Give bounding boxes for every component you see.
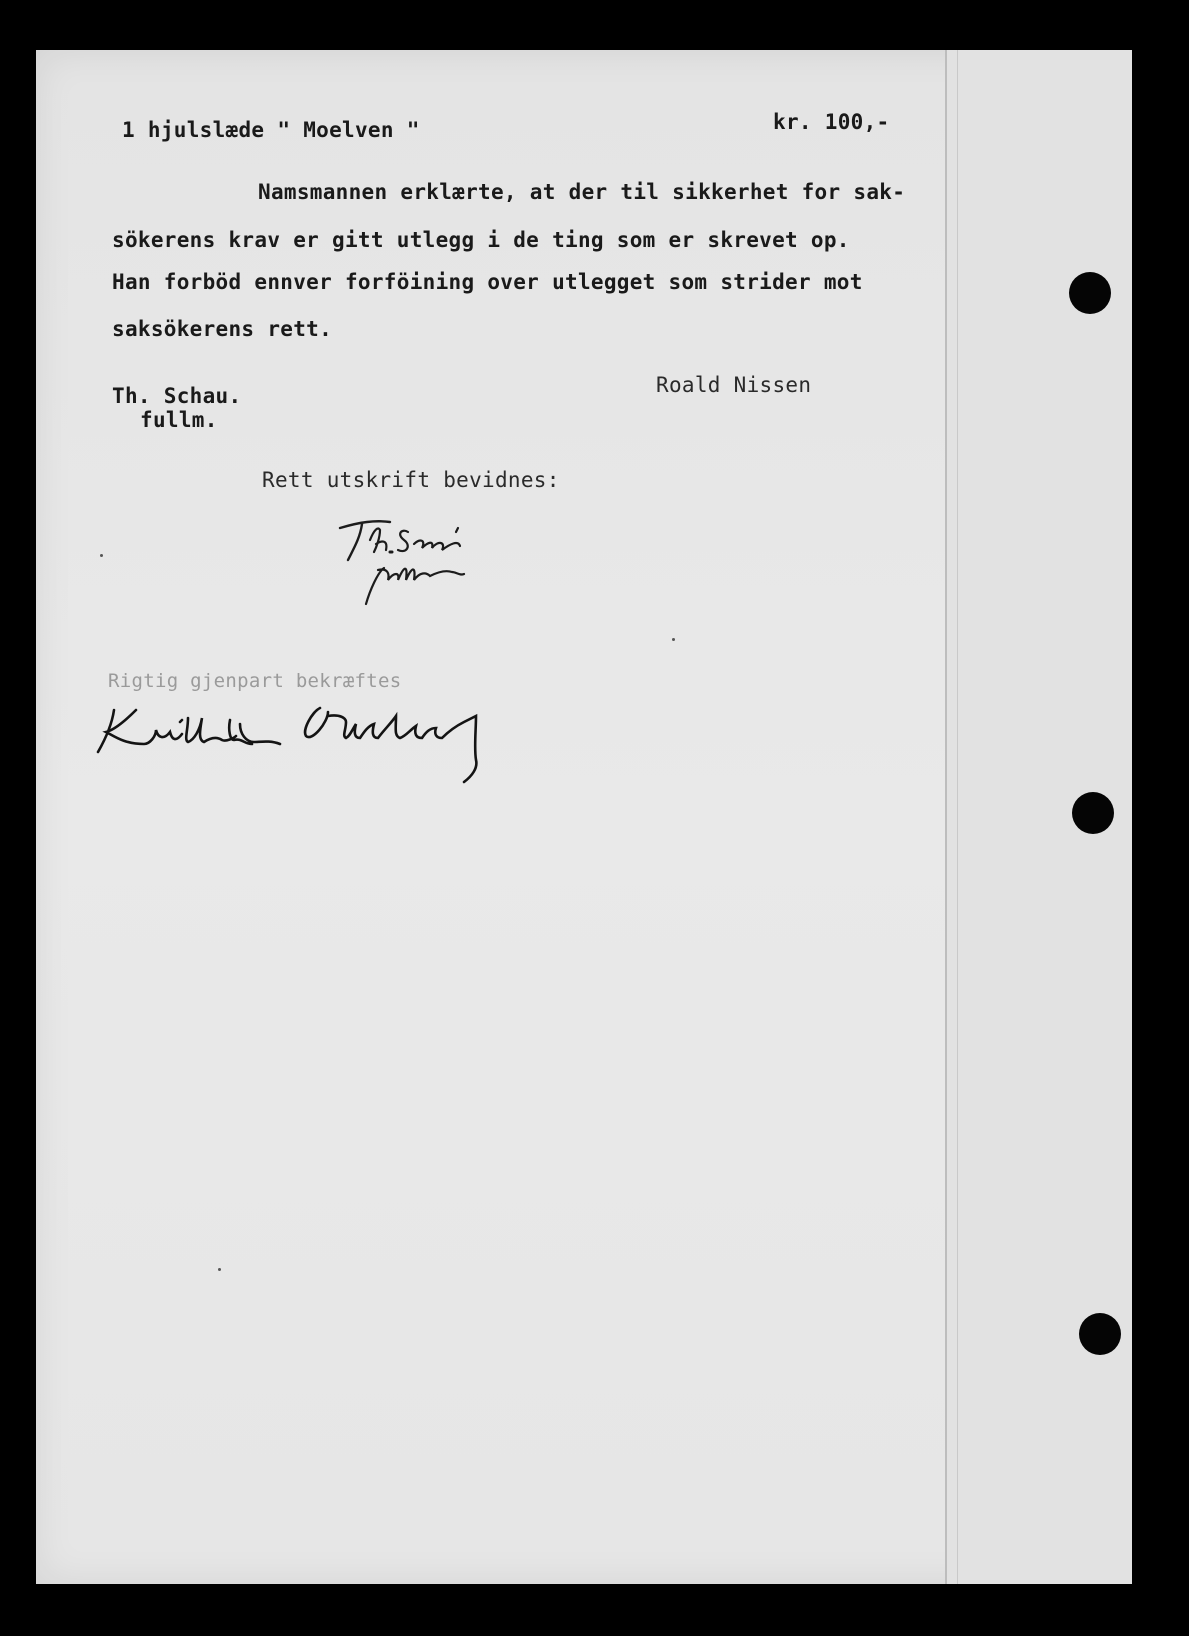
paragraph-line-2: sökerens krav er gitt utlegg i de ting som er skrevet op. <box>112 228 850 252</box>
certification-text: Rett utskrift bevidnes: <box>262 468 560 492</box>
signatory-right-name: Roald Nissen <box>656 373 812 397</box>
item-amount: kr. 100,- <box>773 110 890 134</box>
punch-hole-top <box>1069 272 1111 314</box>
dust-speck <box>218 1268 221 1271</box>
handwritten-signature-sundberg <box>84 700 564 800</box>
paragraph-line-4: saksökerens rett. <box>112 317 333 341</box>
paragraph-line-1: Namsmannen erklærte, at der til sikkerhet for sak- <box>258 180 906 204</box>
dust-speck <box>672 638 675 641</box>
paragraph-line-3: Han forböd ennver forföining over utlegget som strider mot <box>112 270 863 294</box>
dust-speck <box>100 554 103 557</box>
stamp-certification: Rigtig gjenpart bekræftes <box>108 670 402 692</box>
punch-hole-middle <box>1072 792 1114 834</box>
item-description: 1 hjulslæde " Moelven " <box>122 118 420 142</box>
signatory-left-name: Th. Schau. <box>112 384 242 408</box>
signatory-left-title: fullm. <box>140 408 218 432</box>
handwritten-signature-schau <box>330 510 530 610</box>
punch-hole-bottom <box>1079 1313 1121 1355</box>
margin-fold-line <box>957 50 958 1584</box>
